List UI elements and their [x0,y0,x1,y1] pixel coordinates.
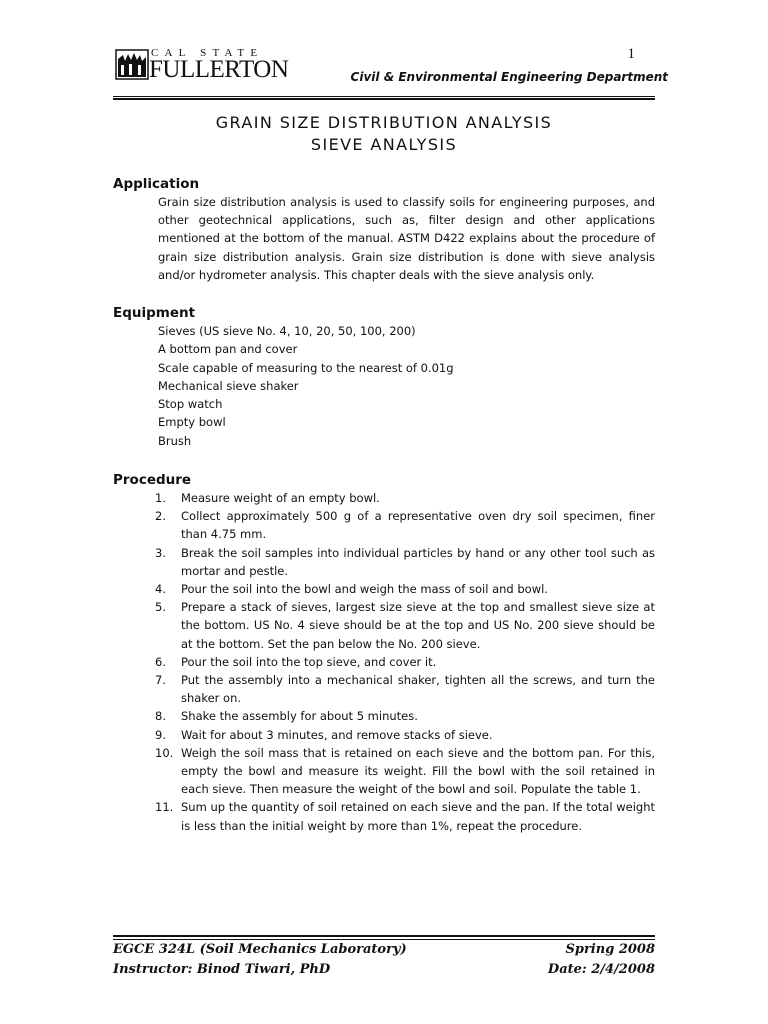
list-item: Empty bowl [158,415,226,430]
step-number: 8. [155,709,166,724]
list-item: A bottom pan and cover [158,342,298,357]
date: Date: 2/4/2008 [547,962,655,977]
step-number: 1. [155,491,166,505]
procedure-step [155,707,655,725]
procedure-step [155,507,655,543]
step-number: 9. [155,727,166,742]
header-rule-thick [113,96,655,97]
titan-logo-icon [115,47,149,81]
term: Spring 2008 [565,942,655,957]
procedure-step [155,598,655,653]
footer-row-1 [113,942,655,957]
step-number: 6. [155,654,166,669]
list-item: Sieves (US sieve No. 4, 10, 20, 50, 100, 200) [158,324,416,338]
procedure-step [155,544,655,580]
procedure-step [155,580,655,598]
course-name: EGCE 324L (Soil Mechanics Laboratory) [113,942,407,957]
step-text: Pour the soil into the top sieve, and cover it. [181,654,437,669]
footer-row-2 [113,962,655,977]
list-item: Scale capable of measuring to the nearest of 0.01g [158,360,454,375]
equipment-heading: Equipment [113,305,196,321]
step-number: 2. [155,509,166,524]
step-text: Weigh the soil mass that is retained on each sieve and the bottom pan. For this, empty the bowl and measure its weight. Fill the bowl with the soil retained in each sieve. Then measure the weight of the bowl and soil. Populate the table 1. [181,745,655,797]
instructor: Instructor: Binod Tiwari, PhD [113,962,331,977]
procedure-step [155,798,655,834]
step-text: Sum up the quantity of soil retained on each sieve and the pan. If the total weight is less than the initial weight by more than 1%, repeat the procedure. [181,800,655,833]
procedure-step [155,744,655,799]
application-paragraph: Grain size distribution analysis is used to classify soils for engineering purposes, and other geotechnical applications, such as, filter design and other applications mentioned at the bottom of the manual. ASTM D422 explains about the procedure of grain size distribution analysis. Grain size distribution is done with sieve analysis and/or hydrometer analysis. This chapter deals with the sieve analysis only. [158,195,655,282]
step-text: Put the assembly into a mechanical shaker, tighten all the screws, and turn the shaker on. [181,673,655,706]
header-rule [113,98,655,100]
step-number: 10. [155,745,174,760]
page-number: 1 [627,46,635,62]
procedure-list [155,489,655,835]
department-name: Civil & Environmental Engineering Department [350,70,668,84]
procedure-step [155,726,655,744]
footer-rule-thin [113,939,655,940]
document-subtitle: SIEVE ANALYSIS [310,135,458,154]
step-text: Pour the soil into the bowl and weigh the mass of soil and bowl. [181,582,548,597]
step-text: Break the soil samples into individual particles by hand or any other tool such as mortar and pestle. [181,545,655,578]
application-heading: Application [113,176,200,192]
procedure-step [155,671,655,707]
equipment-list [158,322,454,450]
step-number: 11. [155,800,174,815]
list-item: Brush [158,433,192,448]
step-number: 5. [155,600,166,615]
list-item: Mechanical sieve shaker [158,378,299,393]
step-number: 4. [155,582,166,597]
logo-text-bottom: FULLERTON [149,56,289,83]
logo-text-top: CAL STATE [151,47,264,59]
list-item: Stop watch [158,397,223,412]
procedure-heading: Procedure [113,472,192,488]
step-text: Wait for about 3 minutes, and remove stacks of sieve. [181,727,493,742]
step-text: Shake the assembly for about 5 minutes. [181,709,418,724]
step-text: Collect approximately 500 g of a representative oven dry soil specimen, finer than 4.75 mm. [181,509,655,542]
step-number: 3. [155,545,166,560]
step-text: Prepare a stack of sieves, largest size sieve at the top and smallest sieve size at the bottom. US No. 4 sieve should be at the top and US No. 200 sieve should be at the bottom. Set the pan below the No. 200 sieve. [181,600,655,651]
procedure-step [155,653,655,671]
csuf-logo [115,47,295,81]
step-number: 7. [155,673,166,688]
footer-rule [113,935,655,937]
procedure-step [155,489,655,507]
document-title: GRAIN SIZE DISTRIBUTION ANALYSIS [215,113,553,132]
step-text: Measure weight of an empty bowl. [181,491,380,505]
